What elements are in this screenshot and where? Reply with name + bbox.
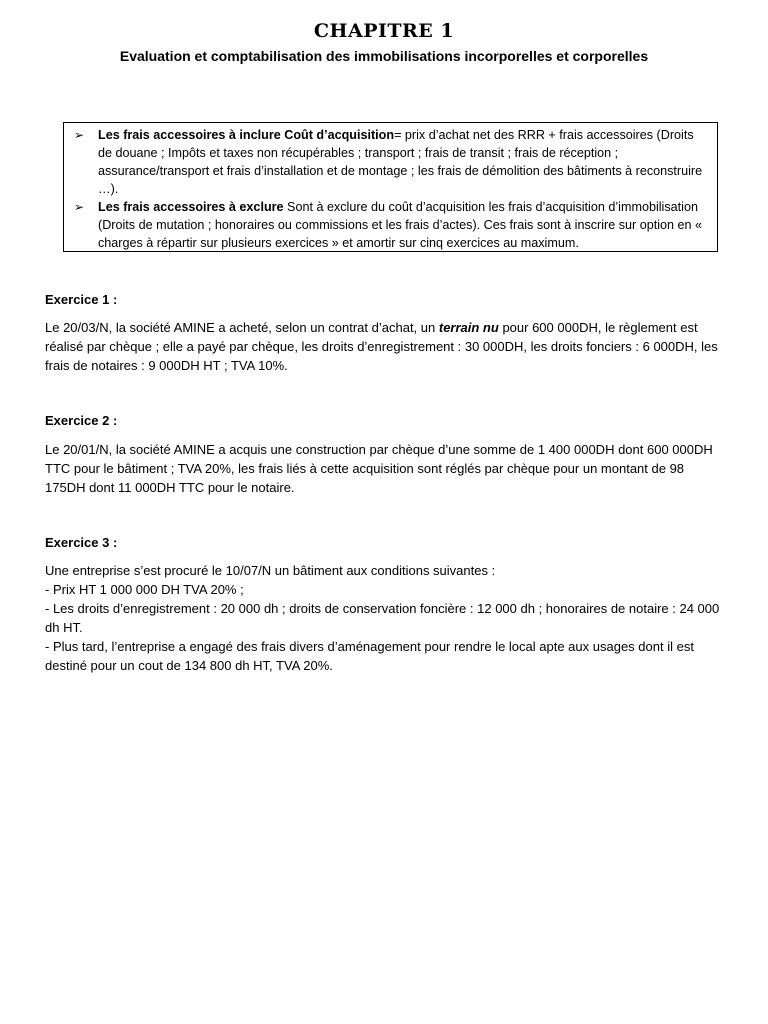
- arrow-bullet-icon: ➢: [74, 200, 85, 214]
- exercise-3-line: - Plus tard, l’entreprise a engagé des frais divers d’aménagement pour rendre le local apte aux usages dont il est destiné pour un cout de 134 800 dh HT, TVA 20%.: [45, 639, 694, 673]
- box-item-text: = prix d’achat net des RRR + frais accessoires (Droits de douane ; Impôts et taxes non récupérables ; transport ; frais de transit ; frais de réception ; assurance/transport et frais d’installation et de montage ; les frais de démolition des bâtiments à reconstruire …).: [98, 128, 703, 196]
- exercise-3-body: [45, 561, 725, 675]
- box-item-bold: Les frais accessoires à exclure: [98, 200, 284, 214]
- box-item-exclude: [74, 198, 711, 252]
- exercise-1-body: [45, 318, 725, 375]
- arrow-bullet-icon: ➢: [74, 128, 85, 142]
- exercise-2-heading: Exercice 2 :: [45, 413, 118, 428]
- exercise-3-line: - Les droits d’enregistrement : 20 000 dh ; droits de conservation foncière : 12 000 dh ; honoraires de notaire : 24 000 dh HT.: [45, 601, 720, 635]
- exercise-3-line: Une entreprise s’est procuré le 10/07/N un bâtiment aux conditions suivantes :: [45, 563, 496, 578]
- exercise-1-text-end: pour 600 000DH, le règlement est réalisé par chèque ; elle a payé par chèque, les droits d’enregistrement : 30 000DH, les droits fonciers : 6 000DH, les frais de notaires : 9 000DH HT ; TVA 10%.: [45, 320, 718, 373]
- exercise-1-heading: Exercice 1 :: [45, 292, 118, 307]
- box-item-include: [74, 126, 711, 198]
- box-item-text: Sont à exclure du coût d’acquisition les frais d’acquisition d’immobilisation (Droits de mutation ; honoraires ou commissions et les frais d’actes). Ces frais sont à inscrire sur option en « charges à répartir sur plusieurs exercices » et amortir sur cinq exercices au maximum.: [98, 200, 703, 250]
- exercise-1-emphasis: terrain nu: [438, 320, 499, 335]
- chapter-subtitle: Evaluation et comptabilisation des immobilisations incorporelles et corporelles: [119, 48, 649, 64]
- box-item-bold: Les frais accessoires à inclure Coût d’acquisition: [98, 128, 395, 142]
- exercise-2-body: Le 20/01/N, la société AMINE a acquis une construction par chèque d’une somme de 1 400 000DH dont 600 000DH TTC pour le bâtiment ; TVA 20%, les frais liés à cette acquisition sont réglés par chèque pour un montant de 98 175DH dont 11 000DH TTC pour le notaire.: [45, 442, 713, 495]
- definitions-box: [63, 122, 718, 252]
- chapter-title: CHAPITRE 1: [313, 20, 455, 42]
- exercise-3-line: - Prix HT 1 000 000 DH TVA 20% ;: [45, 582, 244, 597]
- exercise-3-heading: Exercice 3 :: [45, 535, 118, 550]
- exercise-1-text: Le 20/03/N, la société AMINE a acheté, selon un contrat d’achat, un: [45, 320, 439, 335]
